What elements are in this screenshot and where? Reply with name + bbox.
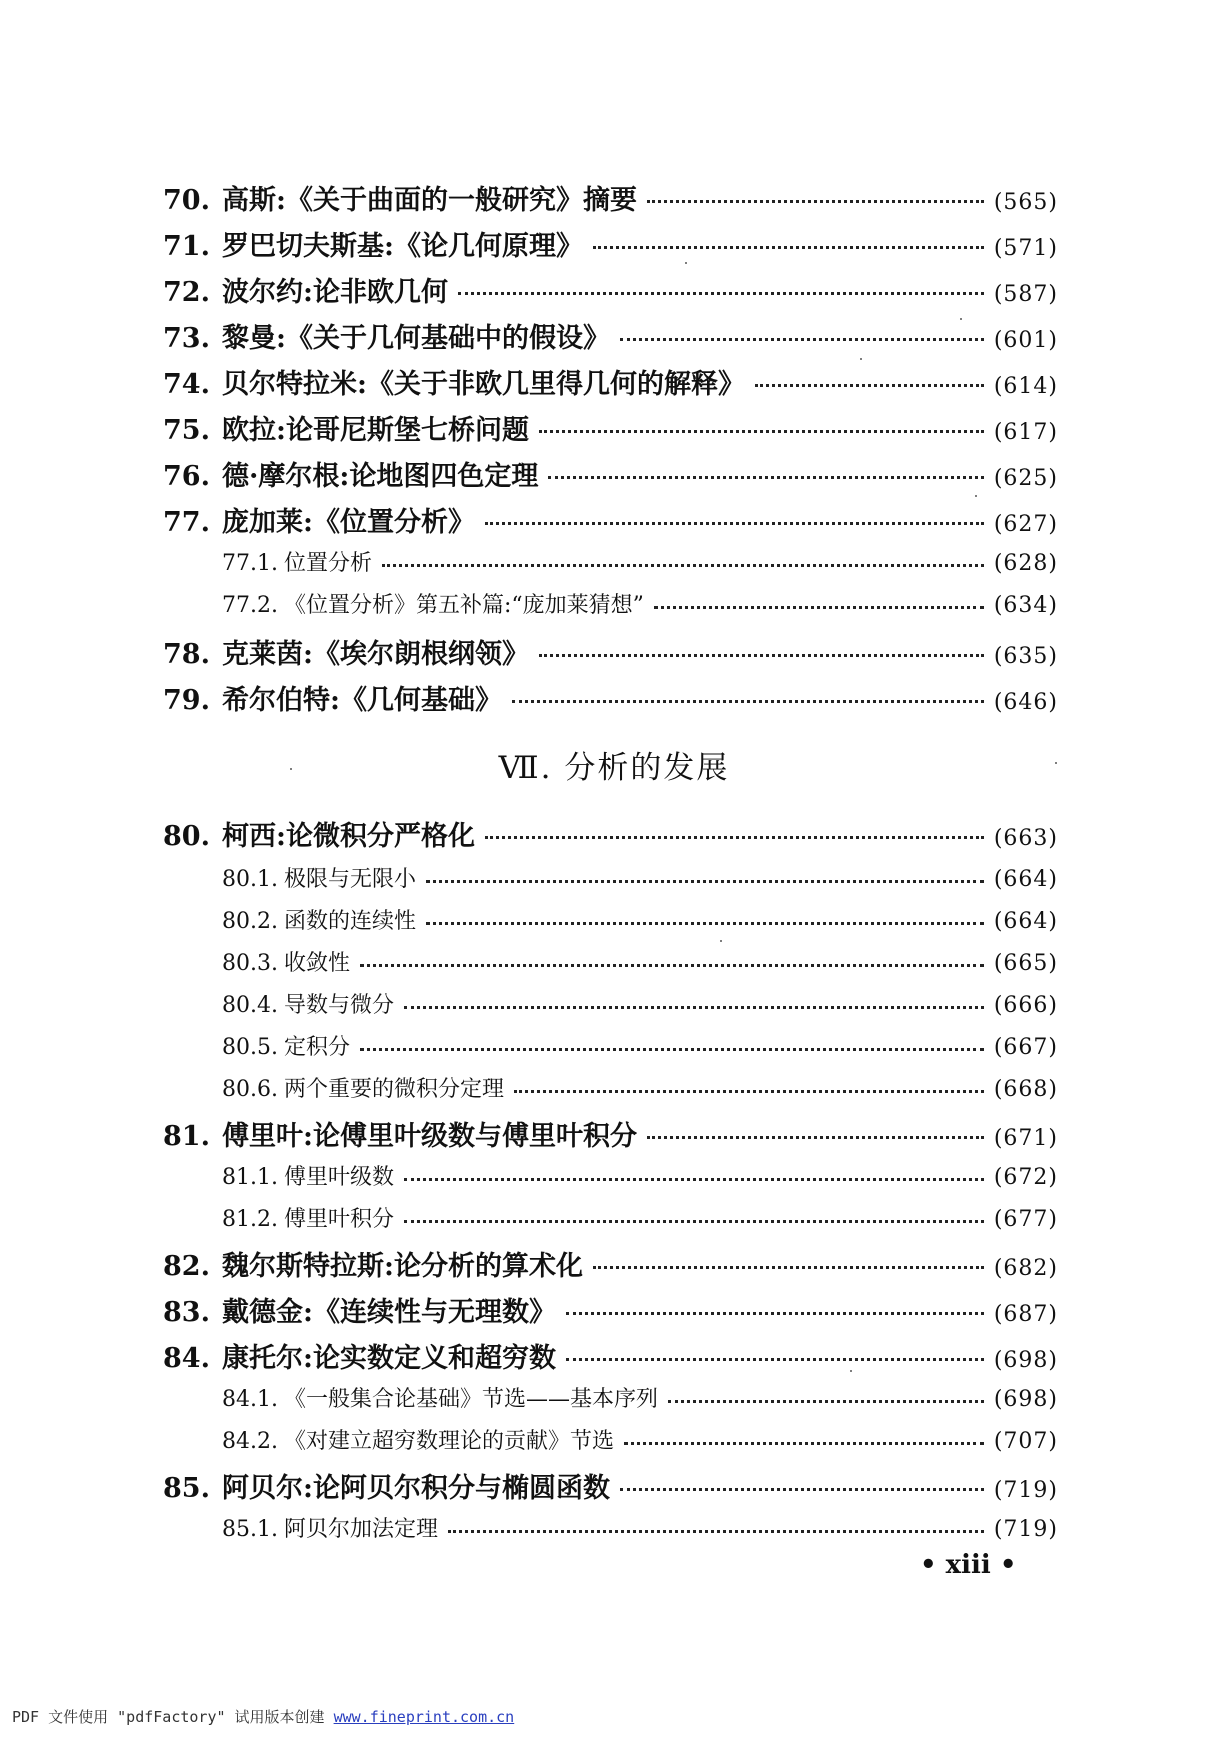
toc-entry-title: 欧拉:论哥尼斯堡七桥问题: [221, 415, 529, 446]
toc-entry[interactable]: [163, 1336, 1058, 1375]
toc-subentry[interactable]: [222, 1382, 1058, 1413]
dot-leader: [539, 430, 984, 433]
toc-entry-title: 波尔约:论非欧几何: [221, 277, 448, 308]
toc-entry-number: 85.: [163, 1473, 210, 1504]
toc-entry-title: 傅里叶积分: [283, 1207, 394, 1232]
toc-entry[interactable]: [163, 454, 1058, 493]
toc-entry-number: 80.1.: [222, 867, 278, 892]
toc-entry-page: (664): [993, 909, 1058, 934]
toc-entry-title: 傅里叶级数: [283, 1165, 394, 1190]
toc-entry-number: 73.: [163, 323, 210, 354]
toc-entry-title: 康托尔:论实数定义和超穷数: [221, 1343, 556, 1374]
toc-subentry[interactable]: [222, 588, 1058, 619]
toc-entry-number: 75.: [163, 415, 210, 446]
toc-entry-title: 庞加莱:《位置分析》: [221, 507, 475, 538]
footer-text: PDF 文件使用 "pdfFactory" 试用版本创建: [12, 1708, 325, 1726]
dot-leader: [458, 292, 984, 295]
toc-entry-page: (698): [993, 1387, 1058, 1412]
toc-entry-page: (666): [993, 993, 1058, 1018]
dot-leader: [566, 1312, 984, 1315]
toc-entry-title: 克莱茵:《埃尔朗根纲领》: [221, 639, 529, 670]
toc-entry-number: 84.2.: [222, 1429, 278, 1454]
scan-speck: [290, 768, 292, 770]
toc-entry-number: 72.: [163, 277, 210, 308]
toc-entry-page: (663): [993, 826, 1058, 851]
toc-entry-page: (625): [993, 466, 1058, 491]
toc-entry-page: (719): [993, 1517, 1058, 1542]
toc-entry-number: 80.: [163, 821, 210, 852]
scan-speck: [685, 262, 687, 264]
toc-entry-title: 柯西:论微积分严格化: [221, 821, 475, 852]
toc-entry-number: 83.: [163, 1297, 210, 1328]
dot-leader: [620, 1488, 984, 1491]
dot-leader: [566, 1358, 984, 1361]
toc-entry[interactable]: [163, 678, 1058, 717]
toc-entry-number: 80.4.: [222, 993, 278, 1018]
toc-subentry[interactable]: [222, 988, 1058, 1019]
toc-entry-number: 77.1.: [222, 551, 278, 576]
dot-leader: [654, 606, 984, 609]
dot-leader: [426, 922, 984, 925]
toc-entry-title: 定积分: [283, 1035, 350, 1060]
toc-entry-number: 71.: [163, 231, 210, 262]
scan-speck: [860, 358, 862, 360]
dot-leader: [514, 1090, 984, 1093]
toc-entry-number: 81.2.: [222, 1207, 278, 1232]
toc-entry-title: 傅里叶:论傅里叶级数与傅里叶积分: [221, 1121, 637, 1152]
toc-subentry[interactable]: [222, 1202, 1058, 1233]
dot-leader: [624, 1442, 984, 1445]
toc-entry-number: 78.: [163, 639, 210, 670]
toc-entry-number: 84.: [163, 1343, 210, 1374]
scan-speck: [720, 940, 722, 942]
toc-entry-page: (646): [993, 690, 1058, 715]
toc-entry-page: (719): [993, 1478, 1058, 1503]
toc-entry-title: 贝尔特拉米:《关于非欧几里得几何的解释》: [221, 369, 745, 400]
dot-leader: [382, 564, 984, 567]
toc-entry[interactable]: [163, 1244, 1058, 1283]
toc-entry[interactable]: [163, 500, 1058, 539]
toc-subentry[interactable]: [222, 1030, 1058, 1061]
toc-entry-page: (665): [993, 951, 1058, 976]
toc-entry[interactable]: [163, 814, 1058, 853]
toc-entry-title: 两个重要的微积分定理: [283, 1077, 504, 1102]
toc-entry-number: 80.6.: [222, 1077, 278, 1102]
toc-entry-title: 导数与微分: [283, 993, 394, 1018]
toc-entry[interactable]: [163, 1466, 1058, 1505]
toc-entry-number: 81.: [163, 1121, 210, 1152]
dot-leader: [620, 338, 984, 341]
scan-speck: [850, 1370, 852, 1372]
toc-entry-page: (617): [993, 420, 1058, 445]
toc-entry-page: (672): [993, 1165, 1058, 1190]
toc-entry-title: 极限与无限小: [283, 867, 416, 892]
toc-subentry[interactable]: [222, 1512, 1058, 1543]
toc-entry-page: (677): [993, 1207, 1058, 1232]
toc-entry-title: 《对建立超穷数理论的贡献》节选: [283, 1429, 614, 1454]
toc-entry-number: 76.: [163, 461, 210, 492]
toc-subentry[interactable]: [222, 904, 1058, 935]
toc-entry-title: 函数的连续性: [283, 909, 416, 934]
toc-entry-title: 罗巴切夫斯基:《论几何原理》: [221, 231, 583, 262]
dot-leader: [593, 246, 984, 249]
dot-leader: [668, 1400, 984, 1403]
toc-entry[interactable]: [163, 316, 1058, 355]
dot-leader: [539, 654, 984, 657]
footer-link[interactable]: www.fineprint.com.cn: [333, 1708, 515, 1726]
toc-entry-page: (671): [993, 1126, 1058, 1151]
toc-entry-page: (698): [993, 1348, 1058, 1373]
page-number: • xiii •: [920, 1550, 1017, 1580]
toc-entry-number: 80.2.: [222, 909, 278, 934]
toc-entry-page: (634): [993, 593, 1058, 618]
dot-leader: [485, 836, 984, 839]
pdf-footer: [12, 1706, 514, 1727]
toc-entry[interactable]: [163, 408, 1058, 447]
toc-entry-number: 77.: [163, 507, 210, 538]
dot-leader: [512, 700, 984, 703]
toc-entry-page: (668): [993, 1077, 1058, 1102]
toc-subentry[interactable]: [222, 1160, 1058, 1191]
toc-entry-title: 德·摩尔根:论地图四色定理: [221, 461, 539, 492]
toc-entry[interactable]: [163, 178, 1058, 217]
toc-entry-number: 82.: [163, 1251, 210, 1282]
toc-entry-title: 希尔伯特:《几何基础》: [221, 685, 502, 716]
toc-entry-title: 黎曼:《关于几何基础中的假设》: [221, 323, 610, 354]
toc-entry-number: 80.5.: [222, 1035, 278, 1060]
dot-leader: [593, 1266, 984, 1269]
toc-entry[interactable]: [163, 270, 1058, 309]
dot-leader: [485, 522, 984, 525]
toc-entry-number: 70.: [163, 185, 210, 216]
section-heading: Ⅶ. 分析的发展: [498, 750, 730, 786]
toc-subentry[interactable]: [222, 862, 1058, 893]
dot-leader: [647, 200, 984, 203]
toc-entry-title: 收敛性: [283, 951, 350, 976]
toc-entry-title: 阿贝尔:论阿贝尔积分与椭圆函数: [221, 1473, 610, 1504]
toc-entry[interactable]: [163, 632, 1058, 671]
dot-leader: [755, 384, 984, 387]
toc-entry-title: 魏尔斯特拉斯:论分析的算术化: [221, 1251, 583, 1282]
dot-leader: [448, 1530, 984, 1533]
toc-entry[interactable]: [163, 362, 1058, 401]
toc-entry-page: (627): [993, 512, 1058, 537]
toc-entry-page: (571): [993, 236, 1058, 261]
toc-entry-title: 高斯:《关于曲面的一般研究》摘要: [221, 185, 637, 216]
toc-entry-page: (682): [993, 1256, 1058, 1281]
toc-entry-number: 74.: [163, 369, 210, 400]
dot-leader: [647, 1136, 984, 1139]
dot-leader: [404, 1178, 984, 1181]
toc-entry-page: (707): [993, 1429, 1058, 1454]
toc-entry-page: (587): [993, 282, 1058, 307]
toc-entry-page: (664): [993, 867, 1058, 892]
dot-leader: [548, 476, 983, 479]
toc-entry-title: 位置分析: [283, 551, 372, 576]
toc-entry-page: (687): [993, 1302, 1058, 1327]
toc-entry-number: 81.1.: [222, 1165, 278, 1190]
dot-leader: [404, 1220, 984, 1223]
toc-subentry[interactable]: [222, 946, 1058, 977]
toc-entry-page: (565): [993, 190, 1058, 215]
toc-subentry[interactable]: [222, 1424, 1058, 1455]
toc-entry-title: 《位置分析》第五补篇:“庞加莱猜想”: [283, 593, 644, 618]
toc-entry-page: (628): [993, 551, 1058, 576]
toc-entry-title: 戴德金:《连续性与无理数》: [221, 1297, 556, 1328]
scan-speck: [960, 318, 962, 320]
dot-leader: [360, 964, 984, 967]
toc-entry-page: (614): [993, 374, 1058, 399]
toc-entry-page: (635): [993, 644, 1058, 669]
toc-entry-number: 77.2.: [222, 593, 278, 618]
toc-entry-page: (601): [993, 328, 1058, 353]
toc-entry-number: 85.1.: [222, 1517, 278, 1542]
dot-leader: [360, 1048, 984, 1051]
toc-entry-title: 阿贝尔加法定理: [283, 1517, 438, 1542]
toc-entry-page: (667): [993, 1035, 1058, 1060]
toc-entry-number: 84.1.: [222, 1387, 278, 1412]
toc-entry[interactable]: [163, 224, 1058, 263]
toc-entry[interactable]: [163, 1290, 1058, 1329]
dot-leader: [426, 880, 984, 883]
toc-subentry[interactable]: [222, 1072, 1058, 1103]
toc-subentry[interactable]: [222, 546, 1058, 577]
toc-entry-number: 80.3.: [222, 951, 278, 976]
toc-entry-title: 《一般集合论基础》节选——基本序列: [283, 1387, 658, 1412]
dot-leader: [404, 1006, 984, 1009]
scan-speck: [1055, 762, 1057, 764]
scan-speck: [975, 495, 977, 497]
toc-entry-number: 79.: [163, 685, 210, 716]
toc-entry[interactable]: [163, 1114, 1058, 1153]
